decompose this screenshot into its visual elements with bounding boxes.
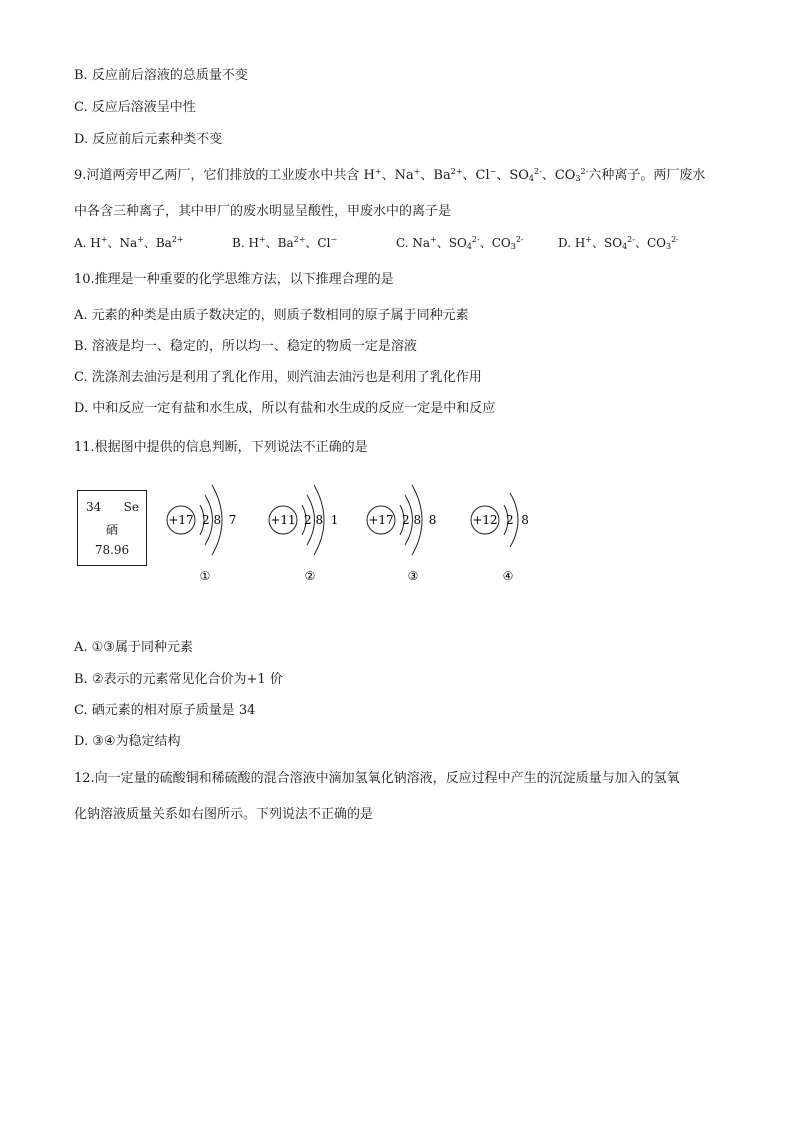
q10-option-a: A. 元素的种类是由质子数决定的，则质子数相同的原子属于同种元素 [74,308,469,323]
atom-diagram-1 [167,485,236,583]
atom-4-label: ④ [502,569,514,583]
atom-1-nucleus: +17 [168,513,194,527]
q11-option-b: B. ②表示的元素常见化合价为+1 价 [74,672,283,687]
q10-stem: 10.推理是一种重要的化学思维方法，以下推理合理的是 [74,272,394,287]
q9-option-b: B. H+、$Ba^{2+}$、Cl− [232,235,338,250]
q9-option-d: D. H+、$SO_4^{2-}$、$CO_3^{2-}$ [558,235,679,251]
q11-option-a: A. ①③属于同种元素 [74,640,193,655]
atom-2-label: ② [304,569,316,583]
q8-option-d: D. 反应前后元素种类不变 [74,132,223,147]
atom-structure-diagrams [150,465,570,590]
atom-4-shells: 2 8 [506,513,529,527]
atom-3-label: ③ [407,569,419,583]
atom-4-nucleus: +12 [472,513,498,527]
q9-stem-line1: 9.河道两旁甲乙两厂，它们排放的工业废水中共含 H+、Na+、$Ba^{2+}$、Cl−、$SO_4^{2-}$、$CO_3^{2-}$六种离子。两厂废水 [74,167,706,183]
q9-option-a: A. H+、Na+、$Ba^{2+}$ [74,235,184,250]
element-symbol: Se [123,500,139,514]
q8-option-c: C. 反应后溶液呈中性 [74,100,196,115]
q8-option-b: B. 反应前后溶液的总质量不变 [74,68,248,83]
q9-stem-line2: 中各含三种离子，其中甲厂的废水明显呈酸性，甲废水中的离子是 [74,204,452,219]
element-chinese-name: 硒 [105,523,118,537]
atom-3-nucleus: +17 [368,513,394,527]
periodic-table-card-selenium [77,490,147,566]
atomic-mass: 78.96 [94,543,130,557]
atom-3-shells: 2 8 8 [402,513,437,527]
atom-diagram-3 [367,485,436,583]
q10-option-d: D. 中和反应一定有盐和水生成，所以有盐和水生成的反应一定是中和反应 [74,401,496,416]
q9-option-c: C. Na+、$SO_4^{2-}$、$CO_3^{2-}$ [396,235,524,251]
atom-1-shells: 2 8 7 [202,513,237,527]
atom-diagram-4 [471,493,529,583]
q9-options [74,234,679,252]
q11-option-c: C. 硒元素的相对原子质量是 34 [74,703,256,718]
q10-option-b: B. 溶液是均一、稳定的，所以均一、稳定的物质一定是溶液 [74,339,417,354]
atom-2-nucleus: +11 [270,513,296,527]
q11-stem: 11.根据图中提供的信息判断，下列说法不正确的是 [74,440,368,455]
atom-2-shells: 2 8 1 [304,513,339,527]
atom-1-label: ① [199,569,211,583]
atom-diagram-2 [269,485,338,583]
q11-option-d: D. ③④为稳定结构 [74,734,181,749]
q12-stem-line2: 化钠溶液质量关系如右图所示。下列说法不正确的是 [74,807,374,822]
q12-stem-line1: 12.向一定量的硫酸铜和稀硫酸的混合溶液中滴加氢氧化钠溶液，反应过程中产生的沉淀质量与加入的氢氧 [74,771,680,786]
q10-option-c: C. 洗涤剂去油污是利用了乳化作用，则汽油去油污也是利用了乳化作用 [74,370,482,385]
atomic-number: 34 [86,500,102,514]
